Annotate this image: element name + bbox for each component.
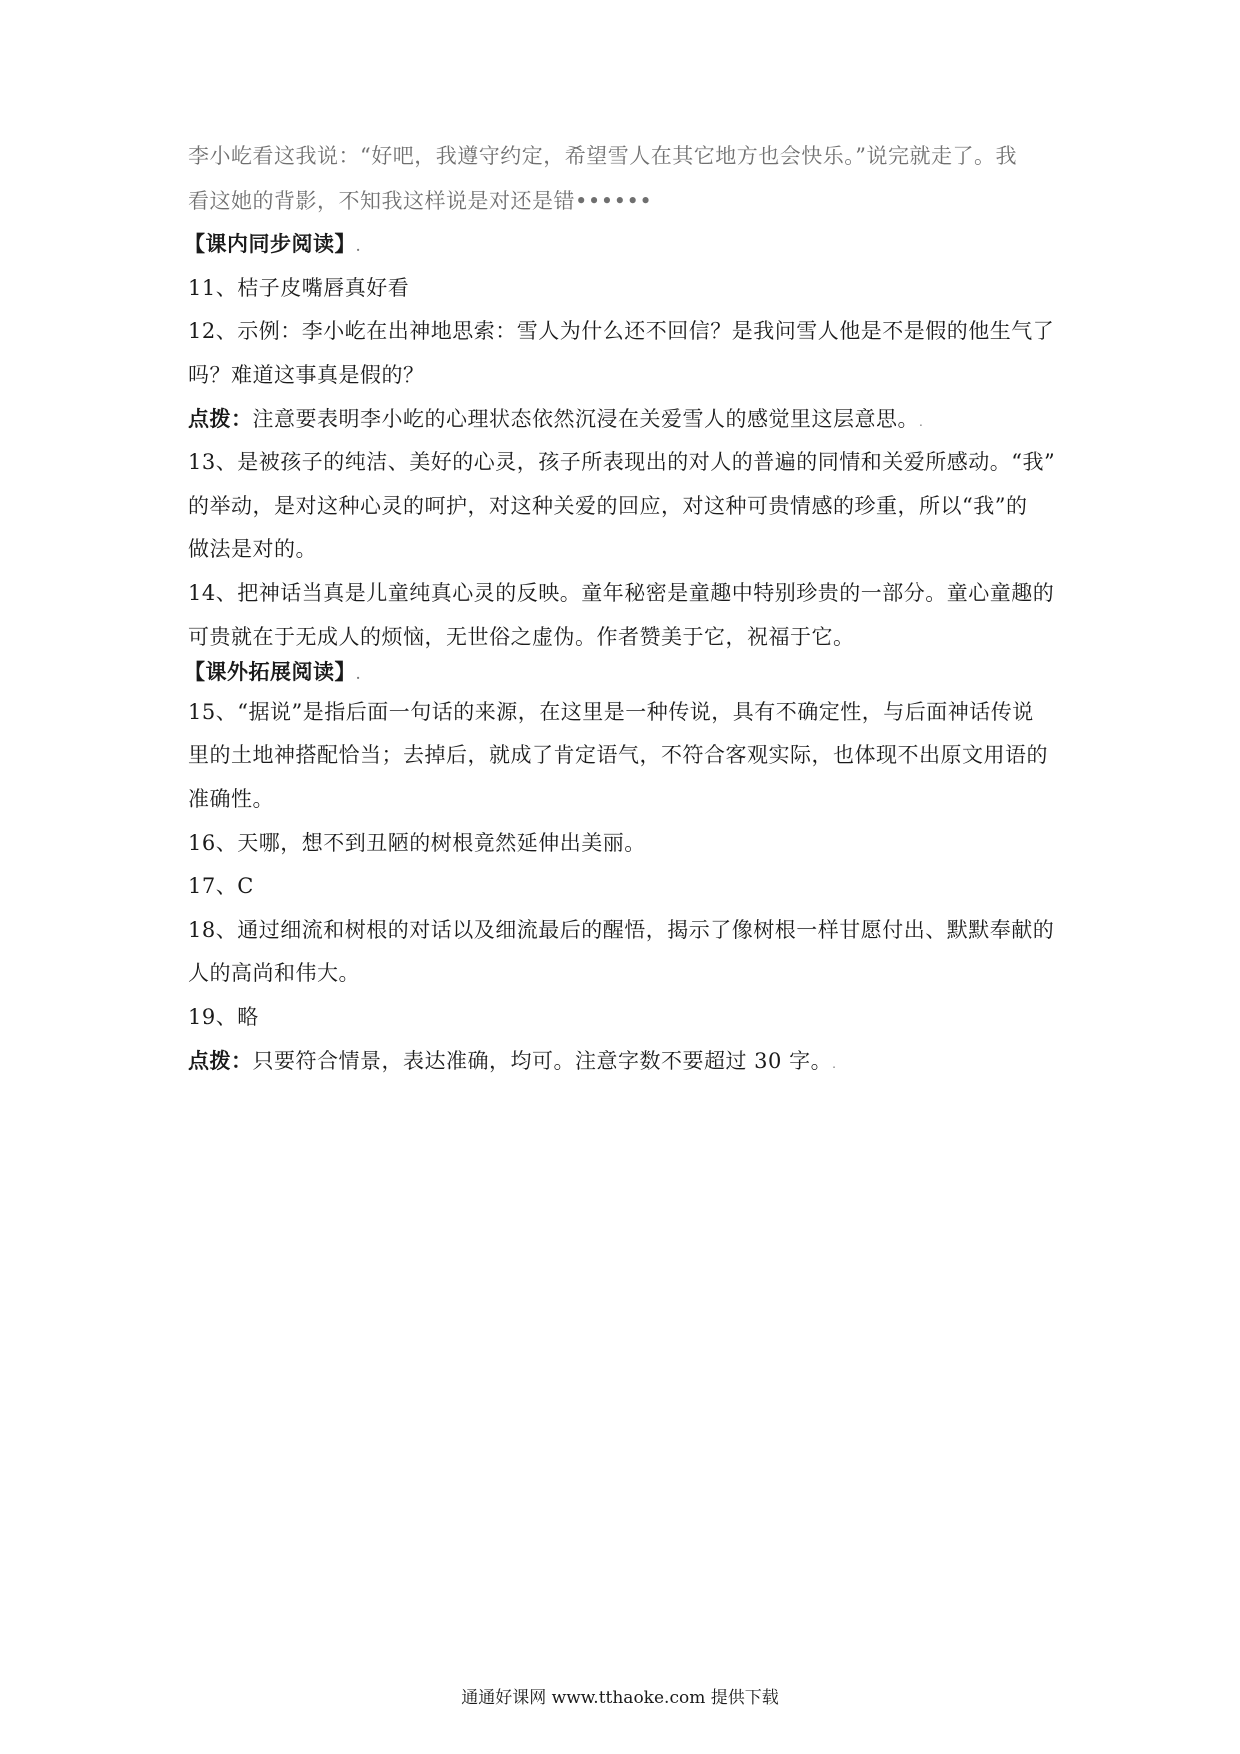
- answer-13-line-3: 做法是对的。: [188, 537, 317, 561]
- tip-2-label: 点拨：: [188, 1048, 253, 1073]
- page-footer: 通通好课网 www.tthaoke.com 提供下载: [461, 1688, 779, 1708]
- answer-15-line-2: 里的土地神搭配恰当；去掉后，就成了肯定语气，不符合客观实际，也体现不出原文用语的: [188, 743, 1048, 767]
- story-line-2: 看这她的背影，不知我这样说是对还是错••••••: [188, 189, 653, 213]
- answer-13-line-2: 的举动，是对这种心灵的呵护，对这种关爱的回应，对这种可贵情感的珍重，所以“我”的: [188, 494, 1028, 518]
- answer-18-line-1: 18、通过细流和树根的对话以及细流最后的醒悟，揭示了像树根一样甘愿付出、默默奉献的: [188, 918, 1055, 942]
- answer-18-line-2: 人的高尚和伟大。: [188, 961, 360, 985]
- section-title-in-class: 【课内同步阅读】.: [184, 231, 361, 256]
- story-line-1: 李小屹看这我说：“好吧，我遵守约定，希望雪人在其它地方也会快乐。”说完就走了。我: [188, 144, 1017, 168]
- answer-12-line-1: 12、示例：李小屹在出神地思索：雪人为什么还不回信？是我问雪人他是不是假的他生气了: [188, 319, 1055, 343]
- answer-12-line-2: 吗？难道这事真是假的？: [188, 363, 425, 387]
- answer-15-line-3: 准确性。: [188, 787, 274, 811]
- section-title-extra: 【课外拓展阅读】.: [184, 659, 361, 684]
- tip-2: 点拨：只要符合情景，表达准确，均可。注意字数不要超过 30 字。.: [188, 1048, 837, 1073]
- answer-14-line-2: 可贵就在于无成人的烦恼，无世俗之虚伪。作者赞美于它，祝福于它。: [188, 625, 855, 649]
- tip-1-text: 注意要表明李小屹的心理状态依然沉浸在关爱雪人的感觉里这层意思。: [252, 407, 919, 431]
- answer-17: 17、C: [188, 874, 254, 898]
- answer-13-line-1: 13、是被孩子的纯洁、美好的心灵，孩子所表现出的对人的普遍的同情和关爱所感动。“我”: [188, 450, 1056, 474]
- answer-14-line-1: 14、把神话当真是儿童纯真心灵的反映。童年秘密是童趣中特别珍贵的一部分。童心童趣的: [188, 581, 1055, 605]
- tip-2-text: 只要符合情景，表达准确，均可。注意字数不要超过 30 字。: [252, 1049, 833, 1073]
- tip-1-label: 点拨：: [188, 406, 253, 431]
- answer-19: 19、略: [188, 1005, 259, 1029]
- answer-11: 11、桔子皮嘴唇真好看: [188, 276, 410, 300]
- tip-1: 点拨：注意要表明李小屹的心理状态依然沉浸在关爱雪人的感觉里这层意思。.: [188, 406, 924, 431]
- answer-16: 16、天哪，想不到丑陋的树根竟然延伸出美丽。: [188, 831, 646, 855]
- answer-15-line-1: 15、“据说”是指后面一句话的来源，在这里是一种传说，具有不确定性，与后面神话传说: [188, 700, 1034, 724]
